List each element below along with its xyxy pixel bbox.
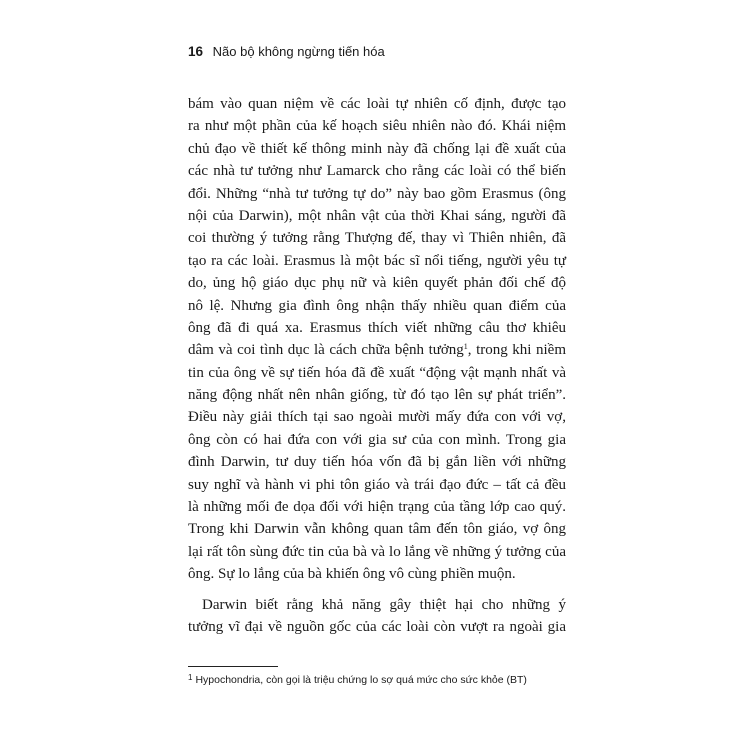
footnote-text: Hypochondria, còn gọi là triệu chứng lo sợ quá mức cho sức khỏe (BT): [195, 674, 527, 686]
footnote: [188, 673, 527, 686]
text-line: bám vào quan niệm về các loài tự nhiên cố định, được tạo: [188, 96, 566, 112]
text-line: đình Darwin, tư duy tiến hóa vốn đã bị gắn liền với những: [188, 454, 566, 471]
running-title: Não bộ không ngừng tiến hóa: [212, 44, 385, 59]
text-line: năng động nhất nên nhân giống, từ đó tạo lên sự phát triển”.: [188, 387, 566, 404]
text-line-with-footnote: [188, 339, 566, 361]
text-line: Darwin biết rằng khả năng gây thiệt hại cho những ý: [202, 596, 566, 613]
body-text: [188, 93, 566, 638]
text-line: các nhà tư tưởng như Lamarck cho rằng các loài có thể biến: [188, 163, 566, 180]
text-line: ông còn có hai đứa con với gia sư của con mình. Trong gia: [188, 431, 566, 448]
text-line: là những mối đe dọa đối với hiện trạng của tầng lớp cao quý.: [188, 499, 566, 516]
text-line: coi thường ý tưởng rằng Thượng đế, thay vì Thiên nhiên, đã: [188, 230, 566, 247]
text-line: nội của Darwin), một nhân vật của thời Khai sáng, người đã: [188, 207, 566, 224]
text-line-start: dâm và coi tình dục là cách chữa bệnh tưởng: [188, 342, 464, 359]
page-number: 16: [188, 44, 204, 59]
footnote-mark: 1: [188, 673, 193, 682]
text-line: ra như một phần của kế hoạch siêu nhiên nào đó. Khái niệm: [188, 118, 566, 135]
text-line: do, ủng hộ giáo dục phụ nữ và kiên quyết phản đối chế độ: [188, 275, 566, 292]
text-line: Trong khi Darwin vẫn không quan tâm đến tôn giáo, vợ ông: [188, 521, 566, 538]
text-line: ông đã đi quá xa. Erasmus thích viết những câu thơ khiêu: [188, 319, 566, 336]
text-line: chủ đạo về thiết kế thông minh này đã chống lại đề xuất của: [188, 140, 566, 157]
text-line: tin của ông về sự tiến hóa đã đề xuất “động vật mạnh nhất và: [188, 364, 566, 381]
running-head: [188, 44, 385, 59]
text-line: Điều này giải thích tại sao ngoài mười mấy đứa con với vợ,: [188, 409, 566, 426]
text-line: đổi. Những “nhà tư tưởng tự do” này bao gồm Erasmus (ông: [188, 185, 566, 202]
footnote-reference[interactable]: 1: [463, 342, 468, 352]
text-line: suy nghĩ và hành vi phi tôn giáo và trái đạo đức – tất cả đều: [188, 476, 566, 493]
text-line-end: , trong khi niềm: [467, 342, 566, 359]
text-line: nô lệ. Nhưng gia đình ông nhận thấy nhiều quan điểm của: [188, 297, 566, 314]
text-line: tưởng vĩ đại về nguồn gốc của các loài còn vượt ra ngoài gia: [188, 618, 566, 635]
paragraph-gap: [188, 586, 566, 594]
text-line: lại rất tôn sùng đức tin của bà và lo lắng về những ý tưởng của: [188, 543, 566, 560]
text-line: tạo ra các loài. Erasmus là một bác sĩ nổi tiếng, người yêu tự: [188, 252, 566, 269]
text-line: ông. Sự lo lắng của bà khiến ông vô cùng phiền muộn.: [188, 566, 516, 583]
footnote-divider: [188, 666, 278, 667]
